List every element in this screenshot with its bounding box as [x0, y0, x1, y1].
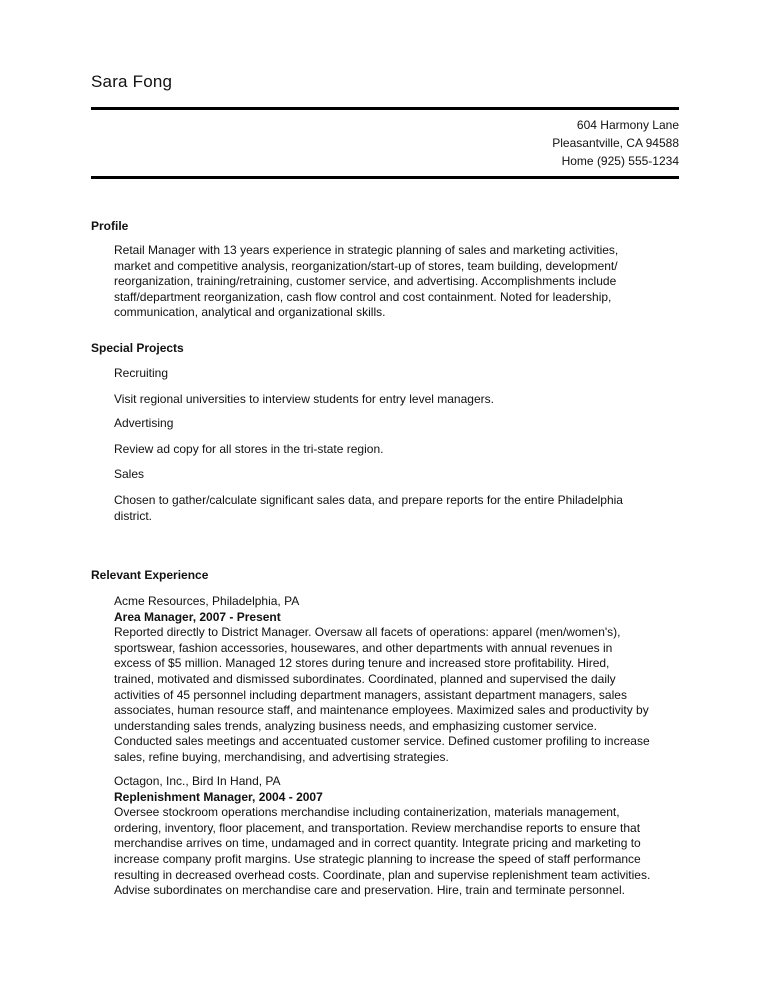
address-city: Pleasantville, CA 94588 — [552, 136, 679, 150]
job-description-line: resulting in decreased overhead costs. Coordinate, plan and supervise replenishment team activities. — [114, 867, 651, 882]
job-role: Replenishment Manager, 2004 - 2007 — [114, 789, 323, 804]
profile-line: reorganization, training/retraining, customer service, and advertising. Accomplishments include — [114, 274, 617, 289]
job-octagon — [114, 774, 684, 899]
profile-line: communication, analytical and organizational skills. — [114, 305, 386, 320]
profile-line: market and competitive analysis, reorganization/start-up of stores, team building, development/ — [114, 258, 618, 273]
contact-address — [552, 116, 679, 170]
address-street: 604 Harmony Lane — [576, 118, 679, 132]
job-description-line: Reported directly to District Manager. Oversaw all facets of operations: apparel (men/women's), — [114, 625, 621, 640]
project-recruiting-name: Recruiting — [114, 366, 169, 380]
job-description-line: sportswear, fashion accessories, housewares, and other departments with annual revenues in — [114, 640, 613, 655]
header-rule-top — [91, 107, 679, 110]
profile-heading: Profile — [91, 219, 129, 233]
job-description-line: Conducted sales meetings and accentuated customer service. Defined customer profiling to increase — [114, 734, 650, 749]
profile-text — [114, 243, 684, 321]
job-description-line: sales, refine buying, merchandising, and advertising strategies. — [114, 749, 449, 764]
job-company: Acme Resources, Philadelphia, PA — [114, 594, 300, 608]
job-description-line: Advise subordinates on merchandise care and preservation. Hire, train and terminate personnel. — [114, 883, 625, 898]
project-description-line: district. — [114, 508, 153, 523]
project-recruiting-description — [114, 392, 684, 408]
job-role: Area Manager, 2007 - Present — [114, 609, 281, 624]
job-acme — [114, 594, 684, 766]
job-description-line: understanding sales trends, analyzing business needs, and emphasizing customer service. — [114, 718, 597, 733]
project-sales-name: Sales — [114, 467, 145, 481]
job-description-line: Oversee stockroom operations merchandise including containerization, materials management, — [114, 805, 620, 820]
project-sales-description — [114, 493, 684, 524]
experience-heading: Relevant Experience — [91, 568, 209, 582]
job-description-line: associates, human resource staff, and maintenance employees. Maximized sales and productivity by — [114, 703, 649, 718]
project-advertising-description — [114, 442, 684, 458]
project-description-line: Visit regional universities to interview students for entry level managers. — [114, 392, 494, 406]
project-advertising-name: Advertising — [114, 416, 174, 430]
profile-line: Retail Manager with 13 years experience in strategic planning of sales and marketing activities, — [114, 243, 619, 257]
address-phone: Home (925) 555-1234 — [561, 154, 679, 168]
project-description-line: Chosen to gather/calculate significant sales data, and prepare reports for the entire Philadelphia — [114, 493, 623, 507]
job-description-line: excess of $5 million. Managed 12 stores during tenure and increased store profitability. Hired, — [114, 656, 610, 671]
job-description-line: activities of 45 personnel including department managers, assistant department managers, sales — [114, 687, 627, 702]
job-description-line: merchandise arrives on time, undamaged and in correct quantity. Integrate pricing and marketing to — [114, 836, 641, 851]
job-description-line: increase company profit margins. Use strategic planning to increase the speed of staff performance — [114, 851, 641, 866]
profile-line: staff/department reorganization, cash flow control and cost containment. Noted for leadership, — [114, 289, 612, 304]
header-rule-bottom — [91, 176, 679, 179]
candidate-name: Sara Fong — [91, 72, 173, 91]
job-description-line: trained, motivated and dismissed subordinates. Coordinated, planned and supervised the daily — [114, 671, 616, 686]
special-projects-heading: Special Projects — [91, 341, 184, 355]
job-company: Octagon, Inc., Bird In Hand, PA — [114, 774, 281, 788]
job-description-line: ordering, inventory, floor placement, and transportation. Review merchandise reports to ensure that — [114, 820, 641, 835]
project-description-line: Review ad copy for all stores in the tri-state region. — [114, 442, 384, 456]
